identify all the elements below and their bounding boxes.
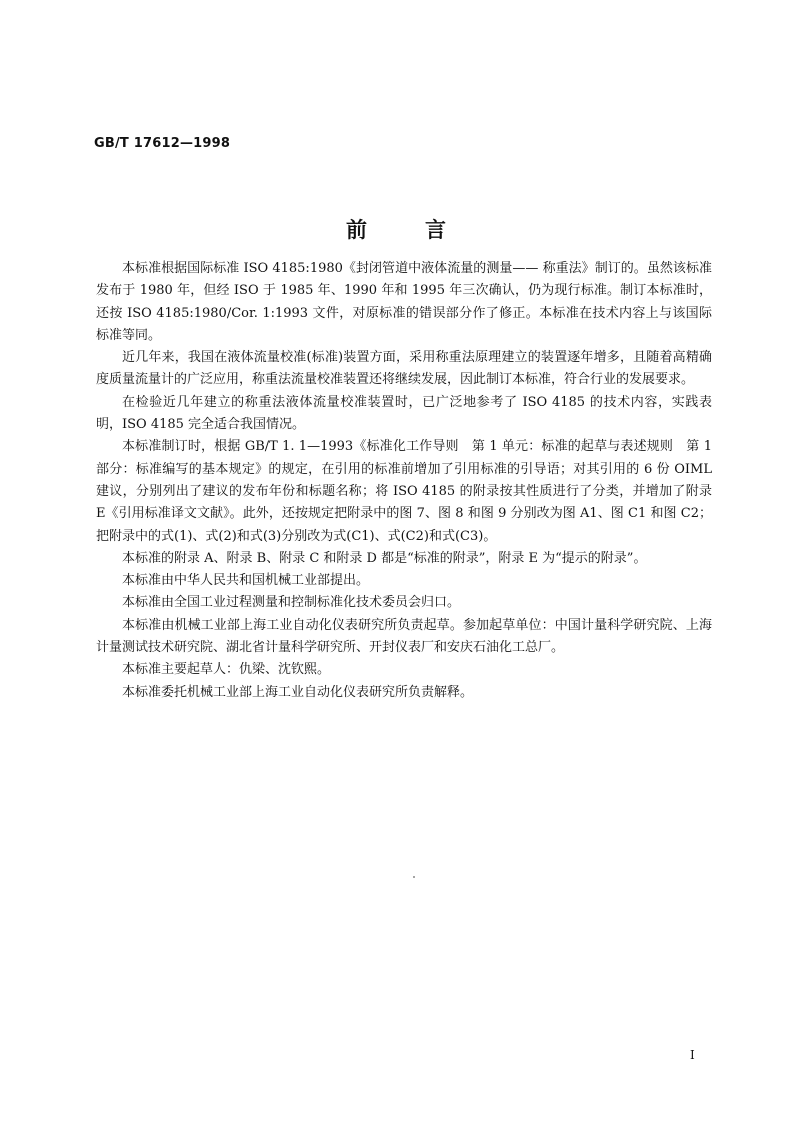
standard-number: GB/T 17612—1998	[94, 136, 231, 151]
paragraph: 本标准委托机械工业部上海工业自动化仪表研究所负责解释。	[122, 684, 474, 700]
scan-speck	[413, 876, 415, 878]
paragraph: 本标准根据国际标准 ISO 4185:1980《封闭管道中液体流量的测量—— 称重法》制订的。虽然该标准发布于 1980 年，但经 ISO 于 1985 年、1990 年和 1995 年三次确认，仍为现行标准。制订本标准时，还按 ISO 4185:1980/Cor. 1:1993 文件，对原标准的错误部分作了修正。本标准在技术内容上与该国际标准等同。	[96, 261, 712, 343]
paragraph: 本标准的附录 A、附录 B、附录 C 和附录 D 都是“标准的附录”，附录 E 为“提示的附录”。	[122, 550, 647, 566]
title-char-2: 言	[425, 218, 448, 242]
page-number: I	[690, 1048, 695, 1062]
paragraph: 本标准由全国工业过程测量和控制标准化技术委员会归口。	[122, 595, 461, 611]
paragraph: 在检验近几年建立的称重法液体流量校准装置时，已广泛地参考了 ISO 4185 的技术内容，实践表明，ISO 4185 完全适合我国情况。	[96, 394, 712, 433]
paragraph: 本标准主要起草人：仇梁、沈钦熙。	[122, 662, 331, 678]
paragraph: 本标准由机械工业部上海工业自动化仪表研究所负责起草。参加起草单位：中国计量科学研究院、上海计量测试技术研究院、湖北省计量科学研究所、开封仪表厂和安庆石油化工总厂。	[96, 617, 712, 656]
foreword-body	[96, 258, 712, 704]
paragraph: 本标准由中华人民共和国机械工业部提出。	[122, 573, 370, 589]
paragraph: 近几年来，我国在液体流量校准(标准)装置方面，采用称重法原理建立的装置逐年增多，且随着高精确度质量流量计的广泛应用，称重法流量校准装置还将继续发展，因此制订本标准，符合行业的发展要求。	[96, 350, 712, 388]
title-char-1: 前	[346, 218, 369, 242]
paragraph: 本标准制订时，根据 GB/T 1. 1—1993《标准化工作导则 第 1 单元：标准的起草与表述规则 第 1 部分：标准编写的基本规定》的规定，在引用的标准前增加了引用标准的引导语；对其引用的 6 份 OIML 建议，分别列出了建议的发布年份和标题名称；将 ISO 4185 的附录按其性质进行了分类，并增加了附录 E《引用标准译文文献》。此外，还按规定把附录中的图 7、图 8 和图 9 分别改为图 A1、图 C1 和图 C2；把附录中的式(1)、式(2)和式(3)分别改为式(C1)、式(C2)和式(C3)。	[96, 439, 712, 544]
page-title	[0, 214, 794, 244]
